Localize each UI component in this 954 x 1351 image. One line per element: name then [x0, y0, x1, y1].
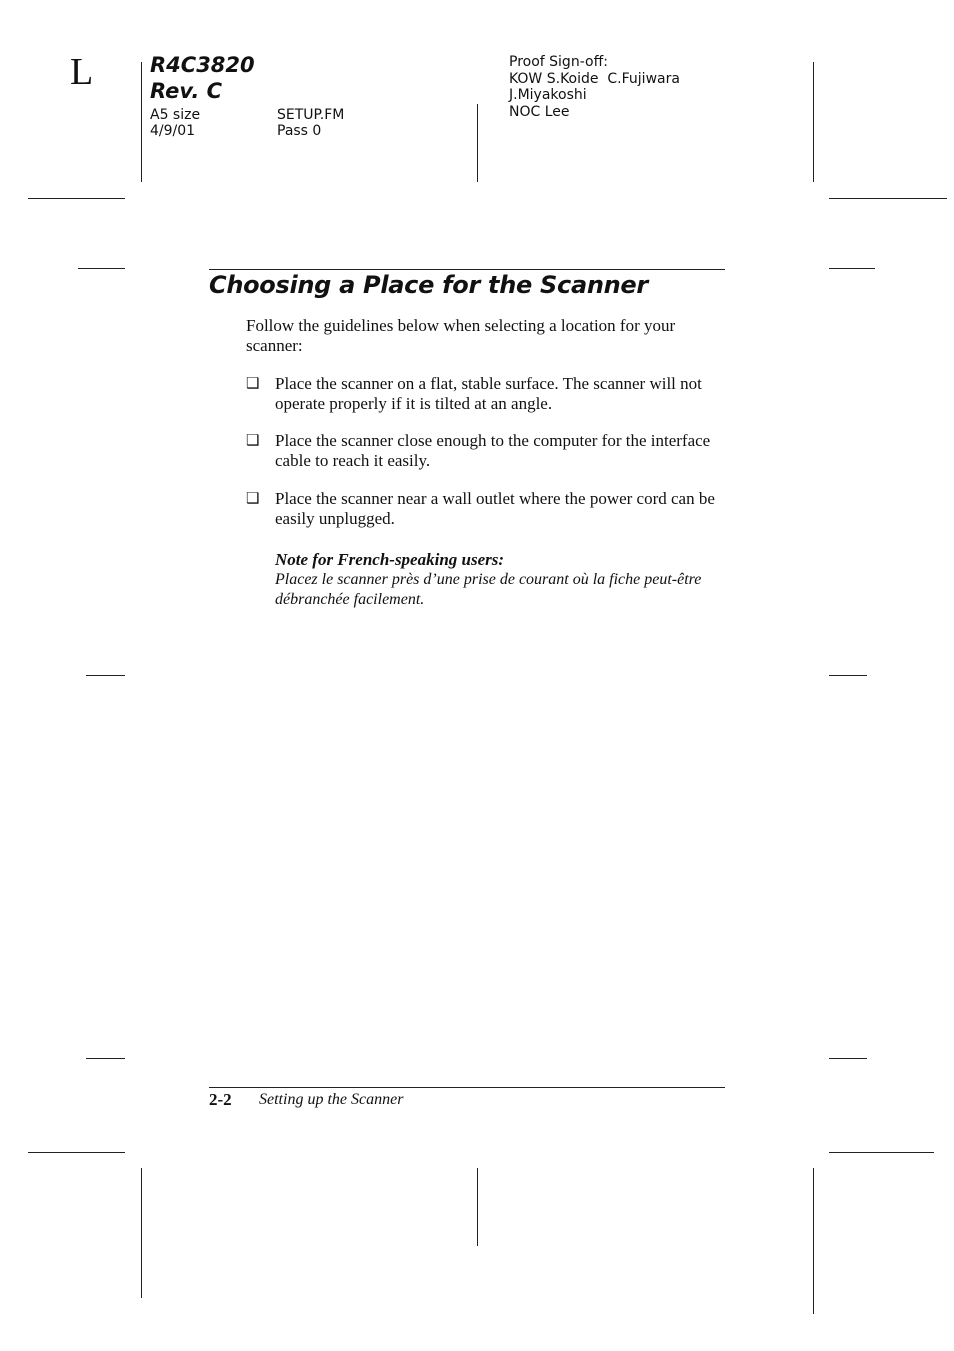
crop-mark-vertical	[813, 62, 814, 182]
checkbox-bullet-icon: ❑	[246, 433, 260, 449]
running-footer-title: Setting up the Scanner	[259, 1091, 404, 1108]
proof-date: 4/9/01	[150, 123, 196, 139]
crop-mark-horizontal	[829, 198, 947, 199]
checkbox-bullet-icon: ❑	[246, 491, 260, 507]
source-file: SETUP.FM	[277, 107, 345, 123]
crop-mark-horizontal	[86, 675, 125, 676]
crop-mark-horizontal	[28, 1152, 125, 1153]
crop-mark-horizontal	[829, 675, 867, 676]
crop-mark-vertical	[477, 104, 478, 182]
crop-mark-horizontal	[28, 198, 125, 199]
document-revision: Rev. C	[150, 79, 223, 103]
crop-mark-horizontal	[829, 268, 875, 269]
crop-mark-vertical	[813, 1168, 814, 1314]
proof-signoff-names: J.Miyakoshi	[509, 87, 587, 103]
page-title: Choosing a Place for the Scanner	[209, 271, 648, 299]
pass-number: Pass 0	[277, 123, 322, 139]
list-item: Place the scanner close enough to the computer for the interface cable to reach it easily.	[275, 431, 711, 470]
crop-mark-horizontal	[829, 1152, 934, 1153]
crop-mark-horizontal	[829, 1058, 867, 1059]
note-title: Note for French-speaking users:	[275, 550, 505, 569]
note-text: Placez le scanner près d’une prise de courant où la fiche peut-être débranchée facilement.	[275, 571, 702, 608]
proof-signoff-names: KOW S.Koide C.Fujiwara	[509, 71, 680, 87]
document-code-id: R4C3820	[150, 53, 255, 77]
page-size: A5 size	[150, 107, 201, 123]
corner-letter: L	[70, 51, 94, 93]
document-code	[150, 52, 255, 104]
crop-mark-vertical	[477, 1168, 478, 1246]
crop-mark-horizontal	[78, 268, 125, 269]
list-item: Place the scanner near a wall outlet where the power cord can be easily unplugged.	[275, 489, 715, 528]
crop-mark-vertical	[141, 62, 142, 182]
page-number: 2-2	[209, 1090, 232, 1109]
proof-signoff-label: Proof Sign-off:	[509, 54, 608, 70]
footer-rule	[209, 1087, 725, 1088]
crop-mark-vertical	[141, 1168, 142, 1298]
intro-paragraph: Follow the guidelines below when selecting a location for your scanner:	[246, 316, 676, 355]
proof-signoff-names: NOC Lee	[509, 104, 570, 120]
checkbox-bullet-icon: ❑	[246, 376, 260, 392]
list-item: Place the scanner on a flat, stable surface. The scanner will not operate properly if it is tilted at an angle.	[275, 374, 702, 413]
crop-mark-horizontal	[86, 1058, 125, 1059]
